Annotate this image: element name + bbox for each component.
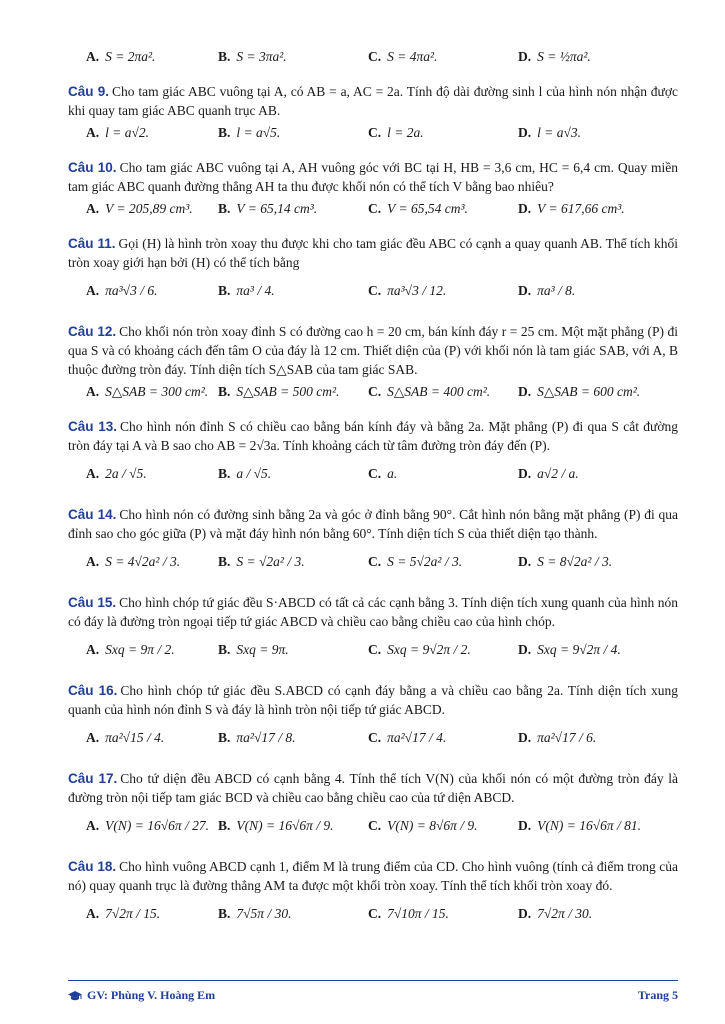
option-text: V = 205,89 cm³. (105, 201, 193, 216)
option-text: S = 8√2a² / 3. (537, 554, 613, 569)
option-text: S = ½πa². (537, 49, 591, 64)
option-letter: C. (368, 730, 382, 745)
option-letter: C. (368, 125, 382, 140)
option-letter: D. (518, 49, 532, 64)
option-b (218, 283, 368, 299)
option-c (368, 384, 518, 400)
footer-author-text: GV: Phùng V. Hoàng Em (87, 988, 216, 1002)
option-text: l = a√5. (236, 125, 281, 140)
option-letter: A. (86, 554, 100, 569)
option-letter: B. (218, 554, 231, 569)
question-text: Cho tứ diện đều ABCD có cạnh bằng 4. Tính thể tích V(N) của khối nón có một đường tròn đáy là đường tròn nội tiếp tam giác BCD và chiều cao bằng chiều cao của tứ diện ABCD. (68, 771, 679, 805)
option-c (368, 201, 518, 217)
question-label: Câu 16. (68, 683, 118, 698)
option-text: a. (387, 466, 398, 481)
option-d (518, 201, 678, 217)
option-d (518, 125, 678, 141)
option-d (518, 730, 678, 746)
top-options-block (68, 46, 678, 68)
question-text: Cho tam giác ABC vuông tại A, AH vuông góc với BC tại H, HB = 3,6 cm, HC = 6,4 cm. Quay miền tam giác ABC quanh đường thẳng AH ta thu được khối nón có thể tích V bằng bao nhiêu? (68, 160, 678, 194)
question-12 (68, 322, 678, 403)
question-15 (68, 593, 678, 667)
footer-divider (68, 980, 678, 981)
option-d (518, 642, 678, 658)
option-text: V(N) = 16√6π / 9. (236, 818, 334, 833)
option-c (368, 49, 518, 65)
option-letter: B. (218, 125, 231, 140)
option-text: S△SAB = 600 cm². (537, 384, 641, 399)
question-text: Cho tam giác ABC vuông tại A, có AB = a, AC = 2a. Tính độ dài đường sinh l của hình nón nhận được khi quay tam giác ABC quanh trục AB. (68, 84, 678, 118)
option-letter: D. (518, 201, 532, 216)
option-text: πa²√17 / 6. (537, 730, 597, 745)
option-text: l = a√2. (105, 125, 150, 140)
option-a (68, 906, 218, 922)
options-row (68, 122, 678, 144)
option-letter: B. (218, 466, 231, 481)
option-b (218, 554, 368, 570)
option-b (218, 384, 368, 400)
options-row (68, 46, 678, 68)
option-text: V = 65,14 cm³. (236, 201, 318, 216)
option-c (368, 730, 518, 746)
option-text: Sxq = 9√2π / 2. (387, 642, 471, 657)
question-label: Câu 12. (68, 324, 117, 339)
option-d (518, 466, 678, 482)
question-label: Câu 14. (68, 507, 117, 522)
question-17 (68, 769, 678, 843)
option-a (68, 818, 218, 834)
option-c (368, 554, 518, 570)
options-row (68, 198, 678, 220)
option-letter: B. (218, 384, 231, 399)
option-d (518, 906, 678, 922)
option-letter: A. (86, 642, 100, 657)
option-letter: B. (218, 730, 231, 745)
option-text: V = 65,54 cm³. (387, 201, 468, 216)
option-b (218, 906, 368, 922)
option-letter: C. (368, 49, 382, 64)
option-c (368, 466, 518, 482)
option-text: V = 617,66 cm³. (537, 201, 625, 216)
option-letter: D. (518, 730, 532, 745)
option-letter: A. (86, 818, 100, 833)
option-text: Sxq = 9√2π / 4. (537, 642, 621, 657)
option-text: πa²√17 / 4. (387, 730, 447, 745)
option-b (218, 642, 368, 658)
option-text: S = 2πa². (105, 49, 156, 64)
option-a (68, 201, 218, 217)
option-a (68, 283, 218, 299)
option-letter: B. (218, 283, 231, 298)
option-text: 7√10π / 15. (387, 906, 449, 921)
option-a (68, 125, 218, 141)
option-letter: D. (518, 642, 532, 657)
option-letter: C. (368, 554, 382, 569)
question-text: Cho hình chóp tứ giác đều S.ABCD có cạnh đáy bằng a và chiều cao bằng 2a. Tính diện tích xung quanh của hình nón đỉnh S và đáy là hình tròn nội tiếp tứ giác ABCD. (68, 683, 678, 717)
option-letter: A. (86, 384, 100, 399)
question-text: Cho hình nón đỉnh S có chiều cao bằng bán kính đáy và bằng 2a. Mặt phẳng (P) đi qua S cắt đường tròn đáy tại A và B sao cho AB = 2√3a. Tính khoảng cách từ tâm đường tròn đáy đến (P). (68, 419, 678, 453)
question-text: Cho hình nón có đường sinh bằng 2a và góc ở đỉnh bằng 90°. Cắt hình nón bằng mặt phẳng (P) đi qua đỉnh sao cho góc giữa (P) và mặt đáy hình nón bằng 60°. Tính diện tích S của thiết diện tạo thành. (68, 507, 678, 541)
option-letter: B. (218, 818, 231, 833)
option-a (68, 384, 218, 400)
footer-author (68, 988, 215, 1003)
option-letter: C. (368, 466, 382, 481)
option-letter: C. (368, 906, 382, 921)
option-letter: D. (518, 554, 532, 569)
option-text: l = a√3. (537, 125, 582, 140)
question-text: Cho hình chóp tứ giác đều S·ABCD có tất cả các cạnh bằng 3. Tính diện tích xung quanh của hình nón có đáy là đường tròn ngoại tiếp tứ giác ABCD và chiều cao bằng chiều cao của hình chóp. (68, 595, 678, 629)
page-number: Trang 5 (637, 988, 678, 1002)
options-row (68, 381, 678, 403)
option-text: πa³ / 8. (537, 283, 576, 298)
option-d (518, 818, 678, 834)
option-letter: D. (518, 466, 532, 481)
option-c (368, 906, 518, 922)
option-a (68, 642, 218, 658)
option-text: l = 2a. (387, 125, 424, 140)
option-letter: C. (368, 384, 382, 399)
option-text: S = 3πa². (236, 49, 287, 64)
option-c (368, 283, 518, 299)
option-d (518, 384, 678, 400)
option-letter: A. (86, 466, 100, 481)
option-a (68, 49, 218, 65)
option-text: 7√5π / 30. (236, 906, 292, 921)
question-label: Câu 11. (68, 236, 116, 251)
options-row (68, 457, 678, 491)
question-label: Câu 10. (68, 160, 117, 175)
question-label: Câu 13. (68, 419, 117, 434)
option-b (218, 49, 368, 65)
option-letter: D. (518, 125, 532, 140)
option-letter: D. (518, 818, 532, 833)
content-area (68, 44, 678, 945)
options-row (68, 274, 678, 308)
option-b (218, 125, 368, 141)
option-text: πa²√15 / 4. (105, 730, 165, 745)
option-b (218, 730, 368, 746)
option-text: V(N) = 16√6π / 81. (537, 818, 642, 833)
question-16 (68, 681, 678, 755)
option-a (68, 466, 218, 482)
option-text: 7√2π / 15. (105, 906, 161, 921)
option-letter: D. (518, 384, 532, 399)
option-letter: B. (218, 906, 231, 921)
option-text: S△SAB = 300 cm². (105, 384, 209, 399)
option-text: πa³ / 4. (236, 283, 275, 298)
option-text: S△SAB = 500 cm². (236, 384, 340, 399)
options-row (68, 545, 678, 579)
option-text: πa³√3 / 6. (105, 283, 158, 298)
option-letter: A. (86, 125, 100, 140)
question-text: Gọi (H) là hình tròn xoay thu được khi cho tam giác đều ABC có cạnh a quay quanh AB. Thể tích khối tròn xoay giới hạn bởi (H) có thể tích bằng (68, 236, 678, 270)
option-text: 7√2π / 30. (537, 906, 593, 921)
option-b (218, 818, 368, 834)
option-d (518, 283, 678, 299)
question-14 (68, 505, 678, 579)
option-letter: C. (368, 283, 382, 298)
option-letter: C. (368, 201, 382, 216)
option-text: πa²√17 / 8. (236, 730, 296, 745)
option-text: Sxq = 9π. (236, 642, 289, 657)
option-d (518, 554, 678, 570)
option-letter: C. (368, 818, 382, 833)
options-row (68, 809, 678, 843)
option-c (368, 818, 518, 834)
option-letter: C. (368, 642, 382, 657)
question-label: Câu 9. (68, 84, 109, 99)
option-c (368, 125, 518, 141)
option-text: S = √2a² / 3. (236, 554, 305, 569)
question-11 (68, 234, 678, 308)
option-letter: A. (86, 906, 100, 921)
options-row (68, 633, 678, 667)
option-text: S△SAB = 400 cm². (387, 384, 491, 399)
question-9 (68, 82, 678, 144)
option-text: S = 5√2a² / 3. (387, 554, 463, 569)
question-text: Cho hình vuông ABCD cạnh 1, điểm M là trung điểm của CD. Cho hình vuông (tính cả điểm trong của nó) quay quanh trục là đường thẳng AM ta được một khối tròn xoay. Tính thể tích khối tròn xoay đó. (68, 859, 678, 893)
option-b (218, 201, 368, 217)
option-a (68, 554, 218, 570)
option-b (218, 466, 368, 482)
options-row (68, 897, 678, 931)
option-text: S = 4πa². (387, 49, 438, 64)
option-letter: A. (86, 283, 100, 298)
question-18 (68, 857, 678, 931)
option-letter: A. (86, 201, 100, 216)
question-label: Câu 18. (68, 859, 117, 874)
option-text: Sxq = 9π / 2. (105, 642, 175, 657)
question-13 (68, 417, 678, 491)
option-letter: B. (218, 642, 231, 657)
option-text: 2a / √5. (105, 466, 147, 481)
question-label: Câu 15. (68, 595, 117, 610)
option-letter: D. (518, 906, 532, 921)
option-text: a√2 / a. (537, 466, 579, 481)
question-10 (68, 158, 678, 220)
option-letter: A. (86, 730, 100, 745)
option-text: V(N) = 8√6π / 9. (387, 818, 478, 833)
graduation-cap-icon (68, 990, 82, 1002)
question-label: Câu 17. (68, 771, 118, 786)
option-text: a / √5. (236, 466, 272, 481)
option-text: S = 4√2a² / 3. (105, 554, 181, 569)
option-text: πa³√3 / 12. (387, 283, 447, 298)
options-row (68, 721, 678, 755)
option-letter: B. (218, 49, 231, 64)
option-d (518, 49, 678, 65)
option-letter: A. (86, 49, 100, 64)
option-text: V(N) = 16√6π / 27. (105, 818, 210, 833)
option-letter: B. (218, 201, 231, 216)
question-text: Cho khối nón tròn xoay đỉnh S có đường cao h = 20 cm, bán kính đáy r = 25 cm. Một mặt phẳng (P) đi qua S và có khoảng cách đến tâm O của đáy là 12 cm. Thiết diện của (P) với khối nón là tam giác SAB, với A, B thuộc đường tròn đáy. Tính diện tích S△SAB của tam giác SAB. (68, 324, 678, 377)
option-c (368, 642, 518, 658)
option-letter: D. (518, 283, 532, 298)
option-a (68, 730, 218, 746)
